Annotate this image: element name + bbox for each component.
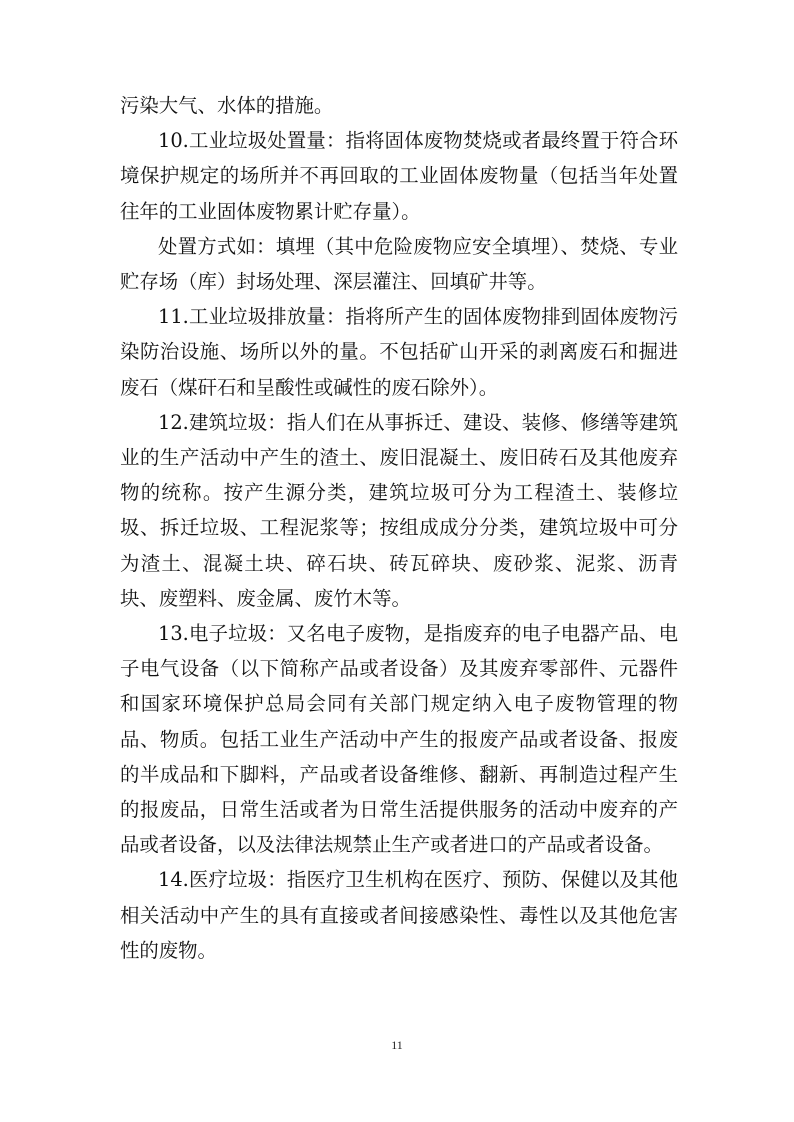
paragraph-continuation: 污染大气、水体的措施。 (120, 94, 334, 117)
paragraph-disposal-methods: 处置方式如：填埋（其中危险废物应安全填埋）、焚烧、专业贮存场（库）封场处理、深层灌注、回填矿井等。 (120, 234, 678, 294)
paragraph-item-10: 10.工业垃圾处置量：指将固体废物焚烧或者最终置于符合环境保护规定的场所并不再回取的工业固体废物量（包括当年处置往年的工业固体废物累计贮存量）。 (120, 129, 678, 223)
paragraph-item-11: 11.工业垃圾排放量：指将所产生的固体废物排到固体废物污染防治设施、场所以外的量。不包括矿山开采的剥离废石和掘进废石（煤矸石和呈酸性或碱性的废石除外）。 (120, 305, 678, 399)
page-number: 11 (391, 1038, 403, 1052)
paragraph-item-12: 12.建筑垃圾：指人们在从事拆迁、建设、装修、修缮等建筑业的生产活动中产生的渣土、废旧混凝土、废旧砖石及其他废弃物的统称。按产生源分类，建筑垃圾可分为工程渣土、装修垃圾、拆迁垃圾、工程泥浆等；按组成成分分类，建筑垃圾中可分为渣土、混凝土块、碎石块、砖瓦碎块、废砂浆、泥浆、沥青块、废塑料、废金属、废竹木等。 (120, 410, 678, 610)
document-body (120, 88, 678, 968)
paragraph-item-14: 14.医疗垃圾：指医疗卫生机构在医疗、预防、保健以及其他相关活动中产生的具有直接或者间接感染性、毒性以及其他危害性的废物。 (120, 868, 678, 962)
paragraph-item-13: 13.电子垃圾：又名电子废物，是指废弃的电子电器产品、电子电气设备（以下简称产品或者设备）及其废弃零部件、元器件和国家环境保护总局会同有关部门规定纳入电子废物管理的物品、物质。包括工业生产活动中产生的报废产品或者设备、报废的半成品和下脚料，产品或者设备维修、翻新、再制造过程产生的报废品，日常生活或者为日常生活提供服务的活动中废弃的产品或者设备，以及法律法规禁止生产或者进口的产品或者设备。 (120, 622, 678, 857)
